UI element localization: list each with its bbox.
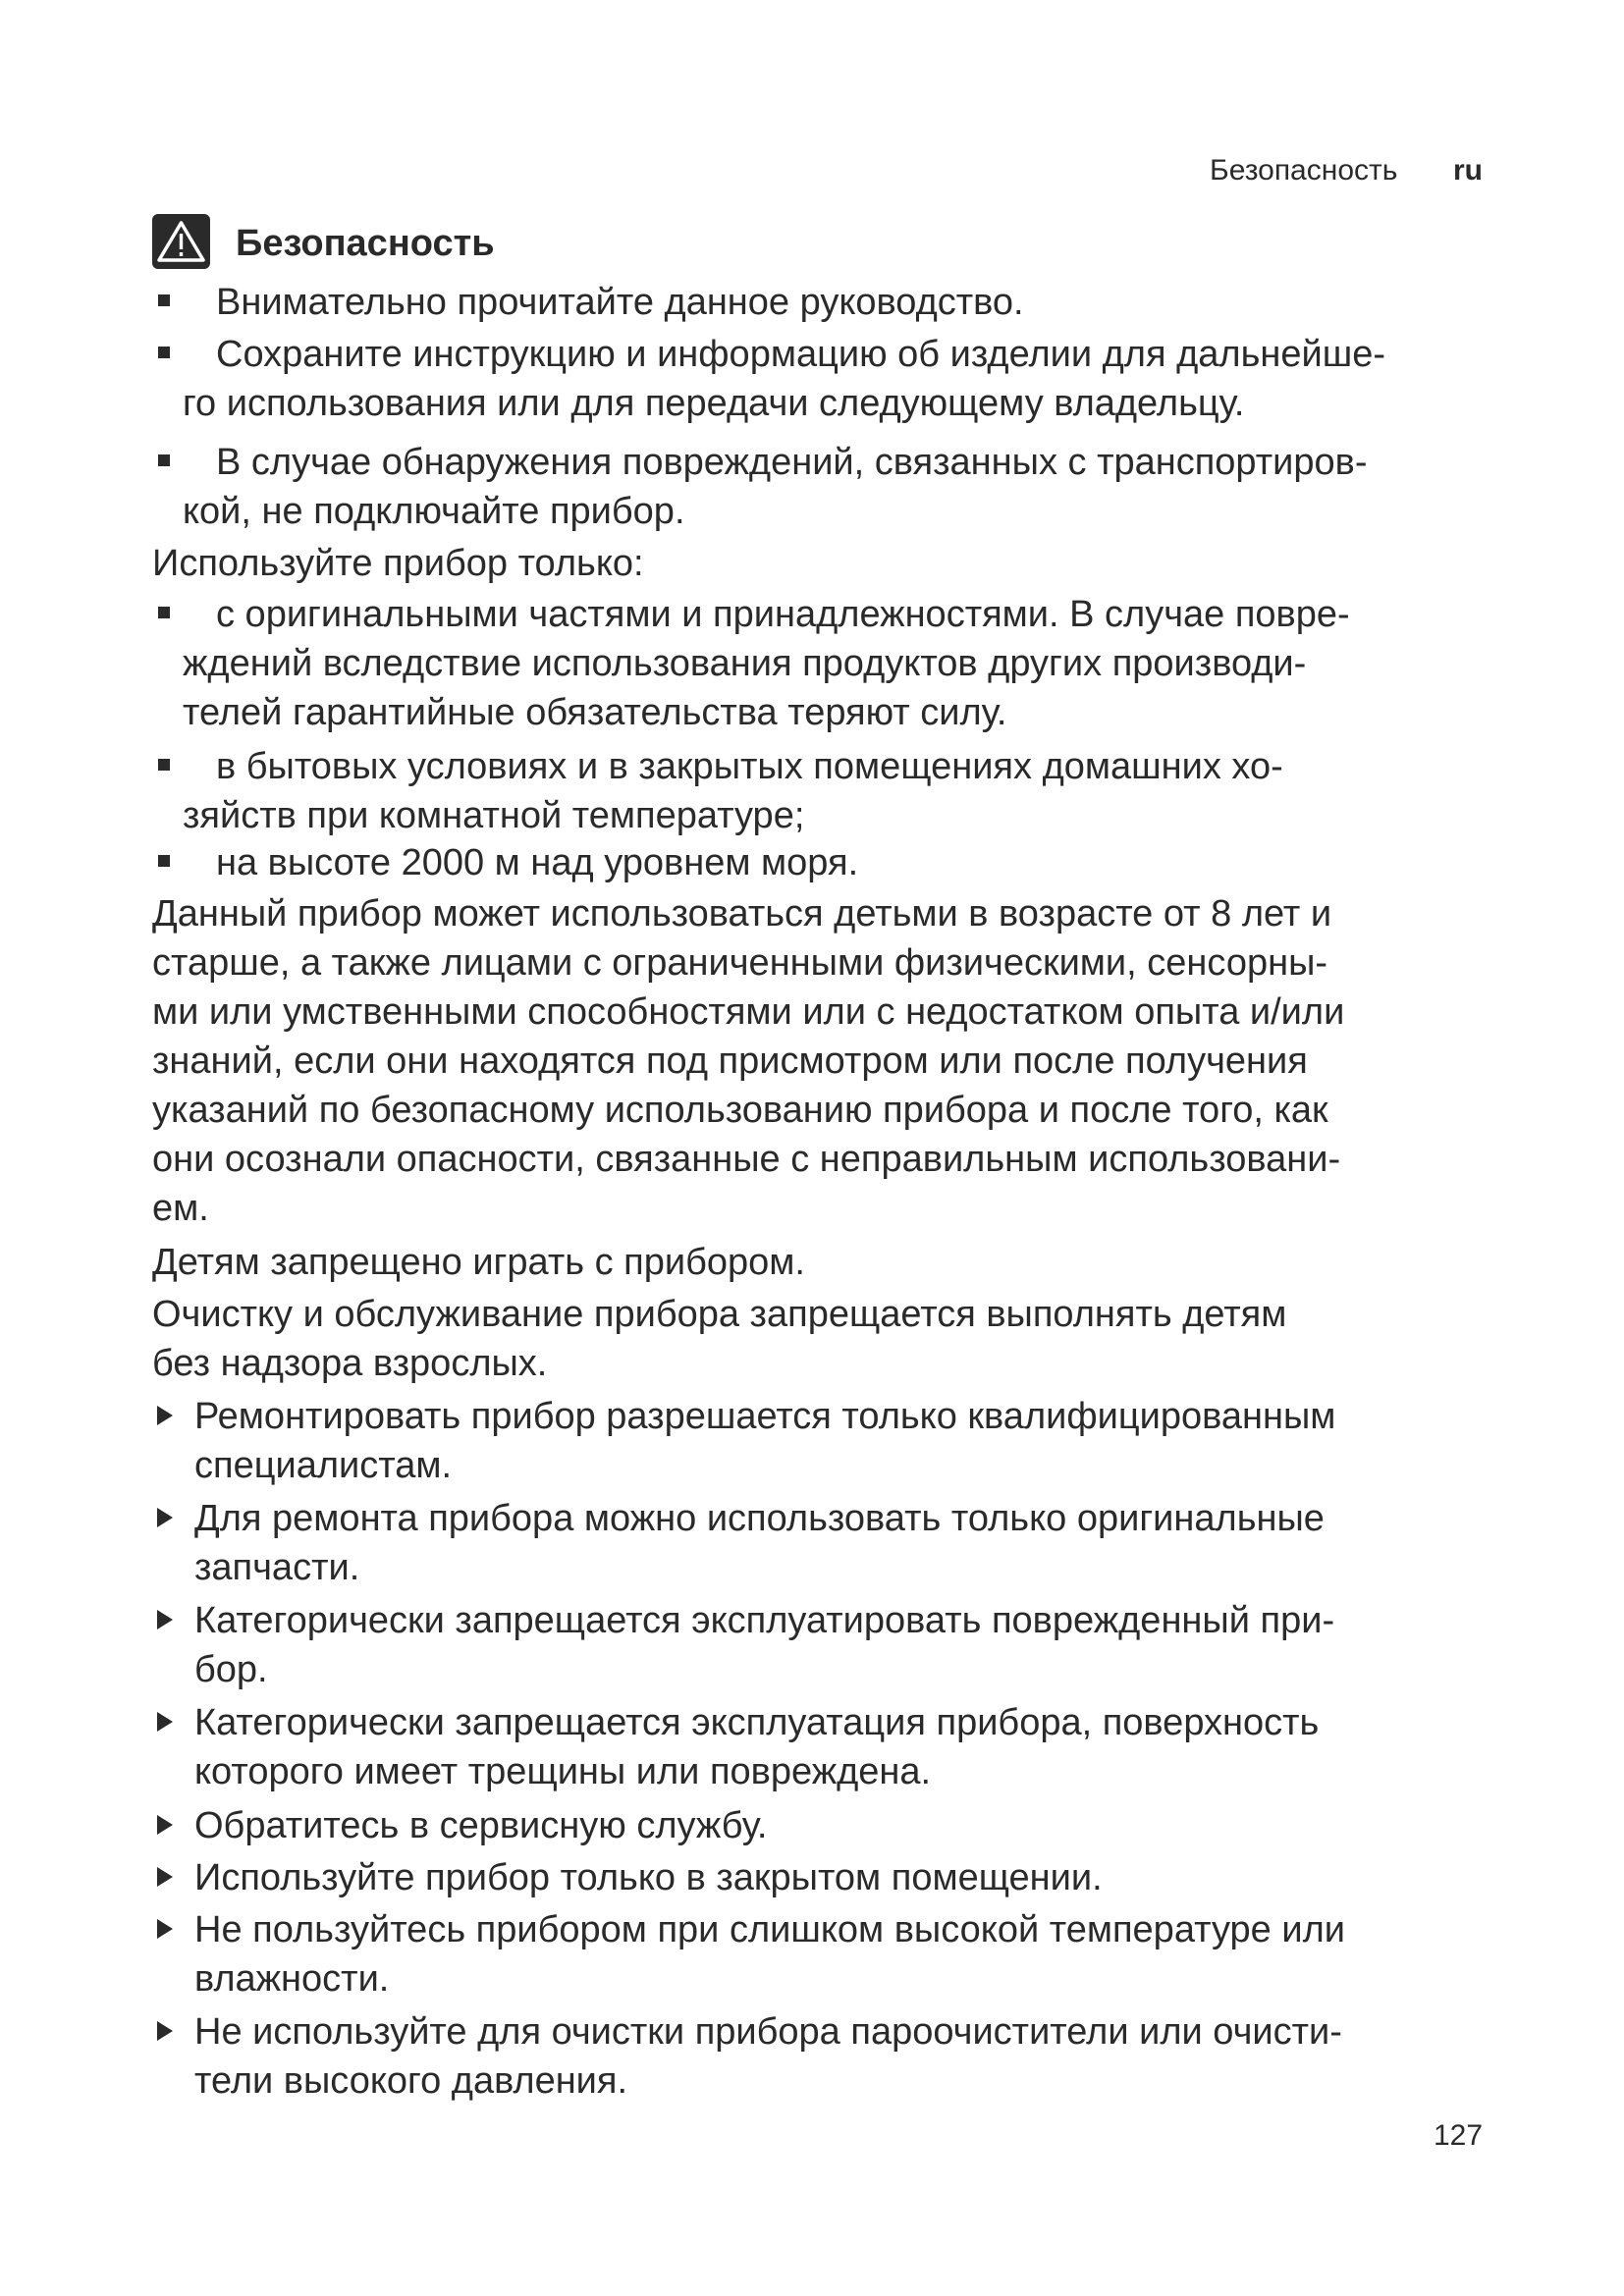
text-line: ем. [152, 1188, 209, 1229]
arrow-bullet-icon [157, 1508, 173, 1527]
square-bullet-icon [158, 454, 170, 466]
text-line: Очистку и обслуживание прибора запрещается выполнять детям [152, 1294, 1287, 1335]
text-line: которого имеет трещины или повреждена. [194, 1751, 932, 1792]
text-line: в бытовых условиях и в закрытых помещениях домашних хо- [216, 746, 1283, 787]
arrow-bullet-icon [157, 2021, 173, 2041]
text-line: запчасти. [194, 1547, 360, 1588]
text-line: ми или умственными способностями или с недостатком опыта и/или [152, 991, 1345, 1033]
text-line: ждений вследствие использования продуктов других производи- [183, 643, 1307, 684]
text-line: кой, не подключайте прибор. [183, 491, 685, 532]
arrow-bullet-icon [157, 1610, 173, 1629]
section-heading: Безопасность [236, 223, 495, 264]
arrow-bullet-icon [157, 1406, 173, 1425]
text-line: бор. [194, 1649, 268, 1690]
text-line: с оригинальными частями и принадлежностями. В случае повре- [216, 594, 1350, 635]
text-line: знаний, если они находятся под присмотром или после получения [152, 1041, 1308, 1082]
text-line: телей гарантийные обязательства теряют силу. [183, 692, 1007, 733]
text-line: Используйте прибор только: [152, 543, 644, 584]
text-line: Обратитесь в сервисную службу. [194, 1805, 768, 1846]
square-bullet-icon [158, 759, 170, 771]
text-line: они осознали опасности, связанные с неправильным использовани- [152, 1139, 1341, 1180]
text-line: старше, а также лицами с ограниченными физическими, сенсорны- [152, 942, 1328, 984]
text-line: зяйств при комнатной температуре; [183, 795, 805, 836]
text-line: Категорически запрещается эксплуатация прибора, поверхность [194, 1702, 1320, 1743]
arrow-bullet-icon [157, 1919, 173, 1939]
text-line: Детям запрещено играть с прибором. [152, 1242, 805, 1283]
square-bullet-icon [158, 607, 170, 618]
text-line: на высоте 2000 м над уровнем моря. [216, 842, 859, 883]
arrow-bullet-icon [157, 1867, 173, 1887]
text-line: влажности. [194, 1958, 390, 2000]
text-line: Не пользуйтесь прибором при слишком высокой температуре или [194, 1909, 1345, 1950]
square-bullet-icon [158, 855, 170, 867]
text-line: Внимательно прочитайте данное руководство. [216, 282, 1024, 323]
text-line: Ремонтировать прибор разрешается только квалифицированным [194, 1396, 1336, 1437]
text-line: тели высокого давления. [194, 2060, 628, 2102]
text-line: Категорически запрещается эксплуатировать поврежденный при- [194, 1600, 1335, 1641]
text-line: Для ремонта прибора можно использовать только оригинальные [194, 1498, 1325, 1539]
text-line: Данный прибор может использоваться детьми в возрасте от 8 лет и [152, 893, 1332, 934]
running-header-section: Безопасность [1210, 154, 1398, 187]
arrow-bullet-icon [157, 1712, 173, 1732]
page-number: 127 [1434, 2119, 1484, 2152]
text-line: В случае обнаружения повреждений, связанных с транспортиров- [216, 442, 1368, 483]
arrow-bullet-icon [157, 1815, 173, 1835]
running-header-lang: ru [1453, 154, 1483, 187]
text-line: Не используйте для очистки прибора пароочистители или очисти- [194, 2011, 1342, 2053]
text-line: Используйте прибор только в закрытом помещении. [194, 1857, 1103, 1898]
text-line: указаний по безопасному использованию прибора и после того, как [152, 1090, 1328, 1131]
square-bullet-icon [158, 294, 170, 306]
text-line: Сохраните инструкцию и информацию об изделии для дальнейше- [216, 334, 1386, 375]
text-line: го использования или для передачи следующему владельцу. [183, 383, 1245, 424]
text-line: без надзора взрослых. [152, 1343, 548, 1384]
warning-icon [152, 214, 210, 269]
square-bullet-icon [158, 347, 170, 358]
text-line: специалистам. [194, 1445, 453, 1486]
